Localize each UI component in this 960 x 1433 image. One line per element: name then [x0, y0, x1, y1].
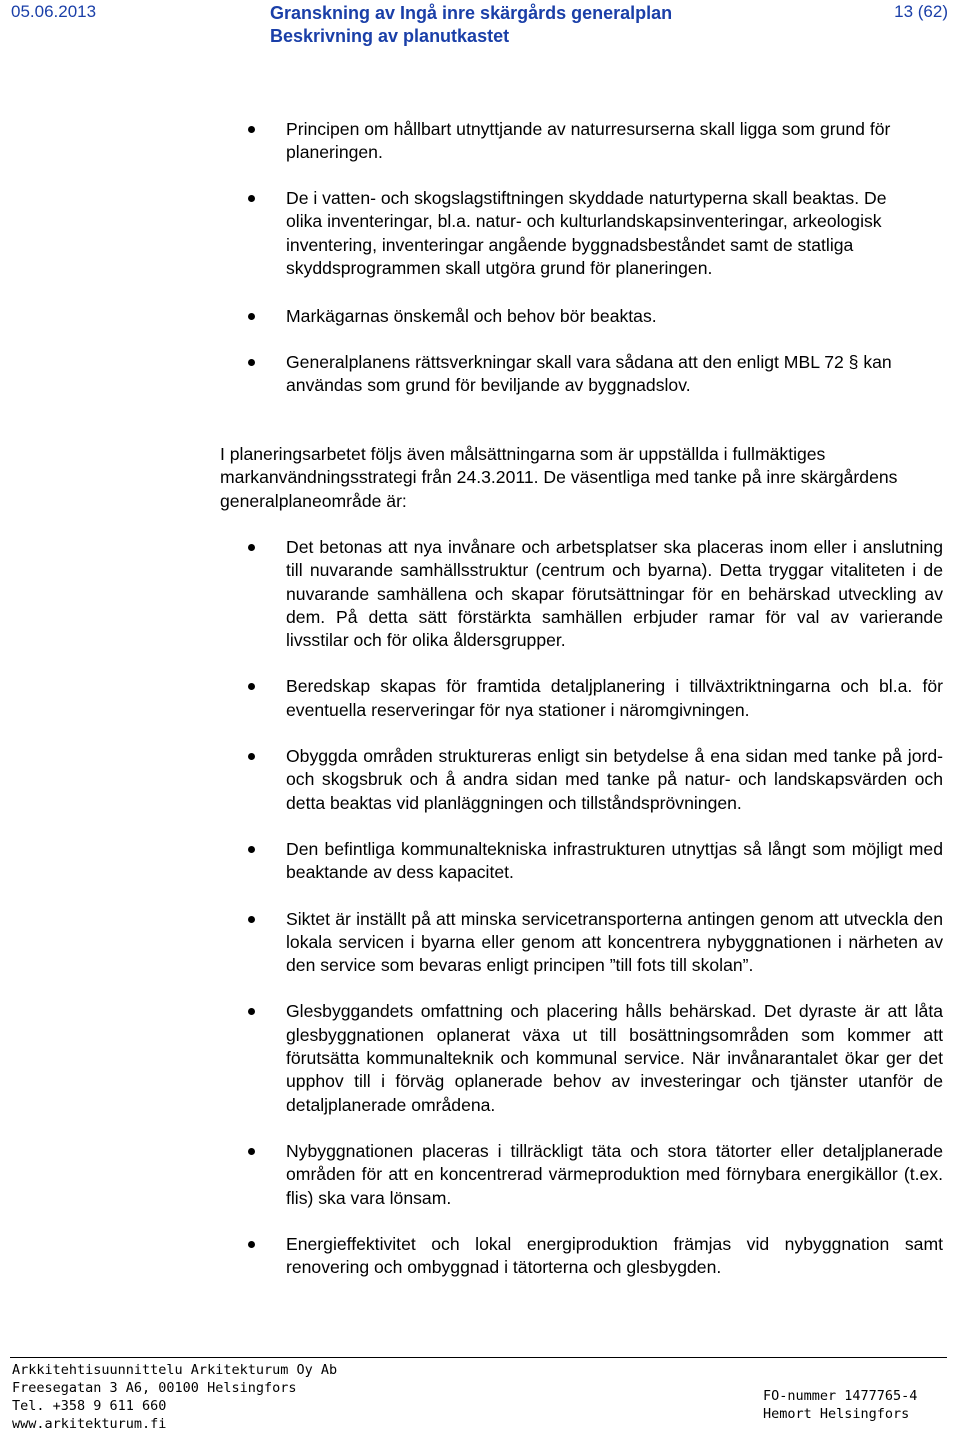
- footer-divider: [10, 1357, 947, 1358]
- list-item: Siktet är inställt på att minska servicetransporterna antingen genom att utveckla den lokala servicen i byarna eller genom att koncentrera nybyggnationen i närheten av den service som bevaras enligt principen ”till fots till skolan”.: [0, 908, 960, 978]
- bullet-list-principles-4: [0, 351, 960, 398]
- bullet-icon: [248, 683, 255, 690]
- header-title-line2: Beskrivning av planutkastet: [270, 26, 510, 46]
- header-date: 05.06.2013: [11, 2, 97, 21]
- list-item: Det betonas att nya invånare och arbetsplatser ska placeras inom eller i anslutning till nuvarande samhällsstruktur (centrum och byarna). Detta tryggar vitaliteten i de nuvarande samhällena och skapar förutsättningar för en behärskad utveckling av dem. På detta sätt förstärkta samhällen erbjuder ramar för val av varierande livsstilar och för olika åldersgrupper.: [0, 536, 960, 652]
- bullet-list-principles-3: [0, 305, 960, 328]
- header-page-number: 13 (62): [894, 2, 948, 21]
- bullet-icon: [248, 1008, 255, 1015]
- list-item: Energieffektivitet och lokal energiproduktion främjas vid nybyggnation samt renovering och ombyggnad i tätorterna och glesbygden.: [0, 1233, 960, 1280]
- list-item: Obyggda områden struktureras enligt sin betydelse å ena sidan med tanke på jord- och skogsbruk och å andra sidan med tanke på natur- och landskapsvärden och detta beaktas vid planläggningen och tillståndsprövningen.: [0, 745, 960, 815]
- bullet-icon: [248, 846, 255, 853]
- list-item: Markägarnas önskemål och behov bör beaktas.: [0, 305, 960, 328]
- list-item: Den befintliga kommunaltekniska infrastrukturen utnyttjas så långt som möjligt med beaktande av dess kapacitet.: [0, 838, 960, 885]
- list-item: Nybyggnationen placeras i tillräckligt täta och stora tätorter eller detaljplanerade områden för att en koncentrerad värmeproduktion med förnybara energikällor (t.ex. flis) ska vara lönsam.: [0, 1140, 960, 1210]
- list-item: Principen om hållbart utnyttjande av naturresurserna skall ligga som grund för planeringen.: [0, 118, 960, 165]
- bullet-list-principles: [0, 118, 960, 165]
- footer-address: Freesegatan 3 A6, 00100 Helsingfors: [12, 1380, 297, 1396]
- footer-registration-info: [763, 1387, 917, 1423]
- bullet-icon: [248, 544, 255, 551]
- bullet-icon: [248, 916, 255, 923]
- bullet-icon: [248, 359, 255, 366]
- bullet-icon: [248, 1148, 255, 1155]
- header-title-line1: Granskning av Ingå inre skärgårds generalplan: [270, 3, 673, 23]
- list-item: Glesbyggandets omfattning och placering hålls behärskad. Det dyraste är att låta glesbyggnationen oplanerat växa ut till bosättningsområden som kommer att förutsätta kommunalteknik och kommunal service. När invånarantalet ökar ger det upphov till i förväg oplanerade behov av investeringar och tjänster utanför de detaljplanerade områdena.: [0, 1000, 960, 1116]
- header-title: [270, 2, 672, 48]
- footer-company-info: [12, 1361, 337, 1433]
- footer-domicile: Hemort Helsingfors: [763, 1406, 910, 1422]
- footer-website: www.arkitekturum.fi: [12, 1416, 167, 1432]
- intro-paragraph: I planeringsarbetet följs även målsättningarna som är uppställda i fullmäktiges markanvändningsstrategi från 24.3.2011. De väsentliga med tanke på inre skärgårdens generalplaneområde är:: [220, 444, 898, 511]
- bullet-icon: [248, 126, 255, 133]
- list-item: De i vatten- och skogslagstiftningen skyddade naturtyperna skall beaktas. De olika inventeringar, bl.a. natur- och kulturlandskapsinventeringar, arkeologisk inventering, inventeringar angående byggnadsbeståndet samt de statliga skyddsprogrammen skall utgöra grund för planeringen.: [0, 187, 960, 280]
- bullet-icon: [248, 195, 255, 202]
- bullet-icon: [248, 1241, 255, 1248]
- bullet-list-goals: [0, 536, 960, 1279]
- bullet-icon: [248, 313, 255, 320]
- footer-company: Arkkitehtisuunnittelu Arkitekturum Oy Ab: [12, 1362, 338, 1378]
- bullet-list-principles-2: [0, 187, 960, 280]
- list-item: Generalplanens rättsverkningar skall vara sådana att den enligt MBL 72 § kan användas som grund för beviljande av byggnadslov.: [0, 351, 960, 398]
- footer-phone: Tel. +358 9 611 660: [12, 1398, 167, 1414]
- list-item: Beredskap skapas för framtida detaljplanering i tillväxtriktningarna och bl.a. för eventuella reserveringar för nya stationer i näromgivningen.: [0, 675, 960, 722]
- footer-fo-number: FO-nummer 1477765-4: [763, 1388, 918, 1404]
- bullet-icon: [248, 753, 255, 760]
